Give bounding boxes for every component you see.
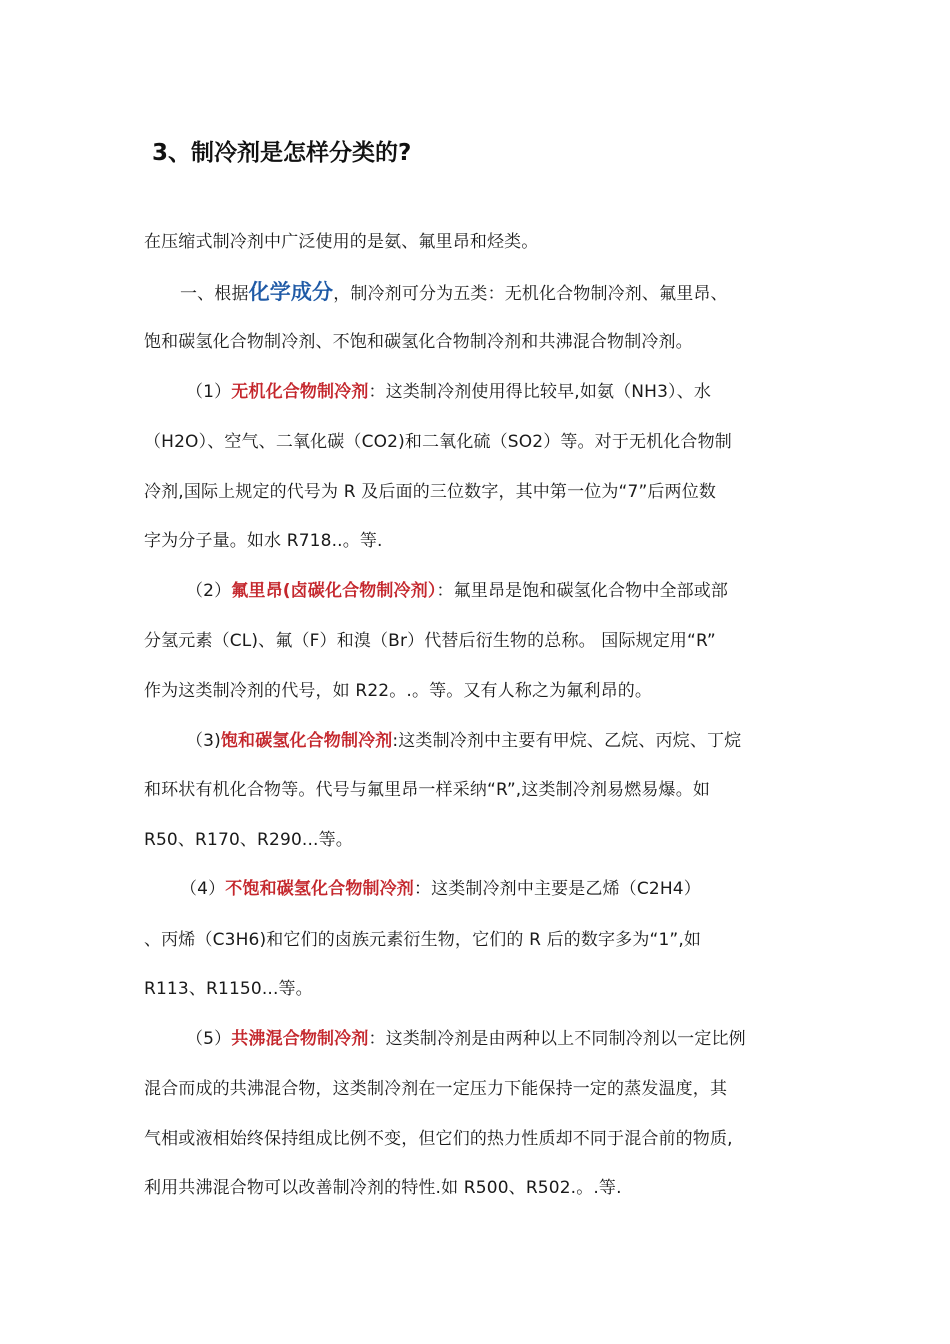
item2-rest: ：氟里昂是饱和碳氢化合物中全部或部 <box>436 581 729 601</box>
item5-number: （5） <box>186 1029 232 1049</box>
item2-line3: 作为这类制冷剂的代号，如 R22。.。等。又有人称之为氟利昂的。 <box>144 681 653 701</box>
item4-number: （4） <box>180 879 226 899</box>
item1-line4: 字为分子量。如水 R718..。等. <box>144 531 383 551</box>
item4-rest: ：这类制冷剂中主要是乙烯（C2H4） <box>413 879 701 899</box>
item5-line2: 混合而成的共沸混合物，这类制冷剂在一定压力下能保持一定的蒸发温度，其 <box>144 1079 728 1099</box>
item5-line4: 利用共沸混合物可以改善制冷剂的特性.如 R500、R502.。.等. <box>144 1178 622 1198</box>
item2-number: （2） <box>186 581 232 601</box>
section1-rest: ，制冷剂可分为五类：无机化合物制冷剂、氟里昂、 <box>333 284 728 304</box>
item2-term: 氟里昂(卤碳化合物制冷剂） <box>231 581 437 601</box>
page-title: 3、制冷剂是怎样分类的? <box>152 140 412 166</box>
item2-line2: 分氢元素（CL)、氟（F）和溴（Br）代替后衍生物的总称。 国际规定用“R” <box>144 631 716 651</box>
item4-line3: R113、R1150...等。 <box>144 979 313 999</box>
item3-rest: :这类制冷剂中主要有甲烷、乙烷、丙烷、丁烷 <box>392 731 742 751</box>
item5-rest: ：这类制冷剂是由两种以上不同制冷剂以一定比例 <box>368 1029 746 1049</box>
item1-rest: ：这类制冷剂使用得比较早,如氨（NH3）、水 <box>368 382 712 402</box>
item3-line3: R50、R170、R290...等。 <box>144 830 353 850</box>
item2-line1 <box>186 579 728 603</box>
item3-line2: 和环状有机化合物等。代号与氟里昂一样采纳“R”,这类制冷剂易燃易爆。如 <box>144 780 710 800</box>
item1-term: 无机化合物制冷剂 <box>231 382 369 402</box>
item5-term: 共沸混合物制冷剂 <box>231 1029 369 1049</box>
item1-line3: 冷剂,国际上规定的代号为 R 及后面的三位数字，其中第一位为“7”后两位数 <box>144 482 717 502</box>
item1-line2: （H2O）、空气、二氧化碳（CO2)和二氧化硫（SO2）等。对于无机化合物制 <box>144 432 732 452</box>
item1-number: （1） <box>186 382 232 402</box>
item5-line1 <box>186 1027 746 1051</box>
item1-line1 <box>186 380 711 404</box>
item3-number: （3) <box>186 731 221 751</box>
item3-line1 <box>186 729 741 753</box>
item4-line1 <box>180 877 701 901</box>
item5-line3: 气相或液相始终保持组成比例不变，但它们的热力性质却不同于混合前的物质, <box>144 1129 733 1149</box>
intro-paragraph: 在压缩式制冷剂中广泛使用的是氨、氟里昂和烃类。 <box>144 232 539 252</box>
section1-line2: 饱和碳氢化合物制冷剂、不饱和碳氢化合物制冷剂和共沸混合物制冷剂。 <box>144 332 693 352</box>
item4-line2: 、丙烯（C3H6)和它们的卤族元素衍生物，它们的 R 后的数字多为“1”,如 <box>144 930 702 950</box>
section1-highlight: 化学成分 <box>248 280 334 304</box>
section1-line1 <box>180 280 728 306</box>
section1-prefix: 一、根据 <box>180 284 249 304</box>
item4-term: 不饱和碳氢化合物制冷剂 <box>225 879 414 899</box>
item3-term: 饱和碳氢化合物制冷剂 <box>220 731 393 751</box>
